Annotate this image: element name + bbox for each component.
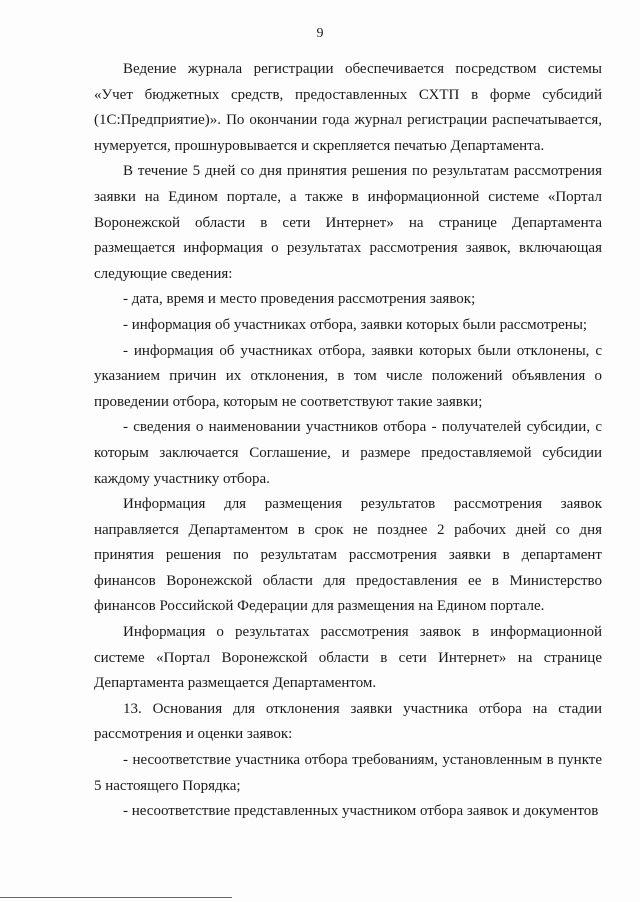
paragraph-results-portal: Информация о результатах рассмотрения заявок в информационной системе «Портал Воронежской области в сети Интернет» на странице Департамента размещается Департаментом.	[94, 624, 602, 692]
list-item-subsidy-recipients: - сведения о наименовании участников отбора - получателей субсидии, с которым заключается Соглашение, и размере предоставляемой субсидии каждому участнику отбора.	[94, 419, 602, 487]
paragraph-section-13: 13. Основания для отклонения заявки участника отбора на стадии рассмотрения и оценки заявок:	[94, 700, 602, 743]
list-item-date-time-place: - дата, время и место проведения рассмотрения заявок;	[123, 291, 476, 308]
list-item-documents-mismatch: - несоответствие представленных участником отбора заявок и документов	[123, 803, 599, 820]
document-body	[94, 57, 602, 825]
paragraph-results-publication: В течение 5 дней со дня принятия решения по результатам рассмотрения заявки на Едином портале, а также в информационной системе «Портал Воронежской области в сети Интернет» на странице Департамента размещается информация о результатах рассмотрения заявок, включающая следующие сведения:	[94, 163, 602, 282]
list-item-rejected-participants: - информация об участниках отбора, заявки которых были отклонены, с указанием причин их отклонения, в том числе положений объявления о проведении отбора, которым не соответствуют такие заявки;	[94, 342, 602, 410]
list-item-requirements-mismatch: - несоответствие участника отбора требованиям, установленным в пункте 5 настоящего Порядка;	[94, 752, 602, 794]
paragraph-journal-maintenance: Ведение журнала регистрации обеспечивается посредством системы «Учет бюджетных средств, предоставленных СХТП в форме субсидий (1С:Предприятие)». По окончании года журнал регистрации распечатывается, нумеруется, прошнуровывается и скрепляется печатью Департамента.	[94, 61, 602, 154]
bottom-divider	[0, 897, 232, 898]
list-item-reviewed-participants: - информация об участниках отбора, заявки которых были рассмотрены;	[123, 316, 588, 333]
paragraph-results-transfer: Информация для размещения результатов рассмотрения заявок направляется Департаментом в срок не позднее 2 рабочих дней со дня принятия решения по результатам рассмотрения заявки в департамент финансов Воронежской области для предоставления ее в Министерство финансов Российской Федерации для размещения на Едином портале.	[94, 496, 602, 615]
page-number: 9	[316, 26, 324, 41]
